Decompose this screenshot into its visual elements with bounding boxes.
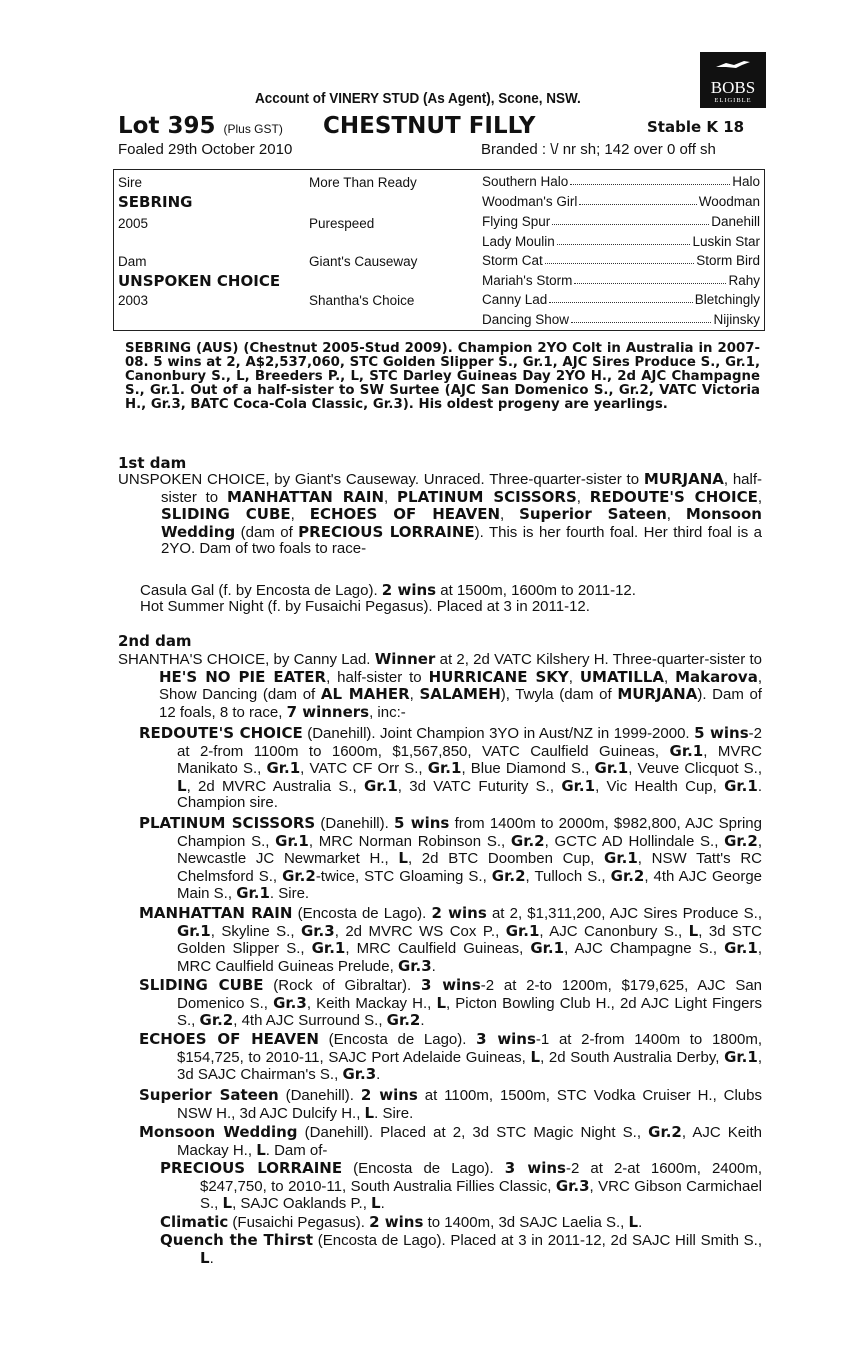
horse-description: CHESTNUT FILLY <box>323 113 536 139</box>
sire-label: Sire <box>118 175 143 190</box>
bird-icon <box>714 60 752 70</box>
sire-year: 2005 <box>118 216 149 231</box>
sire-dam: Purespeed <box>309 216 375 231</box>
vendor-account: Account of VINERY STUD (As Agent), Scone, NSW. <box>255 90 581 107</box>
logo-text: BOBS <box>710 78 756 97</box>
second-dam-paragraph: SHANTHA'S CHOICE, by Canny Lad. Winner at 2, 2d VATC Kilshery H. Three-quarter-sister to HE'S NO PIE EATER, half-sister to HURRICANE SKY, UMATILLA, Makarova, Show Dancing (dam of AL MAHER, SALAMEH), Twyla (dam of MURJANA). Dam of 12 foals, 8 to race, 7 winners, inc:- <box>118 650 762 721</box>
grandparent-row: Lady Moulin Luskin Star <box>482 234 760 249</box>
grand-progeny-entry: PRECIOUS LORRAINE (Encosta de Lago). 3 wins-2 at 2-at 1600m, 2400m, $247,750, to 2010-11, South Australia Fillies Classic, Gr.3, VRC Gibson Carmichael S., L, SAJC Oaklands P., L. <box>160 1159 762 1212</box>
grandparent-row: Flying Spur Danehill <box>482 214 760 229</box>
dam-year: 2003 <box>118 293 149 308</box>
dam-label: Dam <box>118 254 147 269</box>
dam-dam: Shantha's Choice <box>309 293 415 308</box>
lot-number: Lot 395 (Plus GST) <box>118 113 283 139</box>
grandparent-row: Southern Halo Halo <box>482 174 760 189</box>
sire-name: SEBRING <box>118 193 193 211</box>
second-dam-heading: 2nd dam <box>118 632 192 650</box>
sire-sire: More Than Ready <box>309 175 417 190</box>
bobs-eligible-logo <box>700 52 766 108</box>
first-dam-heading: 1st dam <box>118 454 187 472</box>
progeny-entry: Hot Summer Night (f. by Fusaichi Pegasus). Placed at 3 in 2011-12. <box>140 598 590 615</box>
sire-summary: SEBRING (AUS) (Chestnut 2005-Stud 2009). Champion 2YO Colt in Australia in 2007-08. 5 wins at 2, A$2,537,060, STC Golden Slipper S., Gr.1, AJC Sires Produce S., Gr.1, Canonbury S., L, Breeders P., L, STC Darley Guineas Day 2YO H., 2d AJC Champagne S., Gr.1. Out of a half-sister to SW Surtee (AJC San Domenico S., Gr.2, VATC Victoria H., Gr.3, BATC Coca-Cola Classic, Gr.3). His oldest progeny are yearlings. <box>125 341 760 412</box>
first-dam-paragraph: UNSPOKEN CHOICE, by Giant's Causeway. Unraced. Three-quarter-sister to MURJANA, half-sister to MANHATTAN RAIN, PLATINUM SCISSORS, REDOUTE'S CHOICE, SLIDING CUBE, ECHOES OF HEAVEN, Superior Sateen, Monsoon Wedding (dam of PRECIOUS LORRAINE). This is her fourth foal. Her third foal is a 2YO. Dam of two foals to race- <box>118 470 763 557</box>
brand-marks: Branded : \/ nr sh; 142 over 0 off sh <box>481 141 716 158</box>
grand-progeny-entry: Climatic (Fusaichi Pegasus). 2 wins to 1400m, 3d SAJC Laelia S., L. <box>160 1213 643 1231</box>
progeny-entry: Monsoon Wedding (Danehill). Placed at 2, 3d STC Magic Night S., Gr.2, AJC Keith Mackay H., L. Dam of- <box>139 1123 762 1159</box>
progeny-entry: SLIDING CUBE (Rock of Gibraltar). 3 wins-2 at 2-to 1200m, $179,625, AJC San Domenico S., Gr.3, Keith Mackay H., L, Picton Bowling Club H., 2d AJC Light Fingers S., Gr.2, 4th AJC Surround S., Gr.2. <box>139 976 763 1029</box>
dam-sire: Giant's Causeway <box>309 254 418 269</box>
grand-progeny-entry: Quench the Thirst (Encosta de Lago). Placed at 3 in 2011-12, 2d SAJC Hill Smith S., L. <box>160 1231 763 1267</box>
stable-location: Stable K 18 <box>647 118 745 136</box>
progeny-entry: REDOUTE'S CHOICE (Danehill). Joint Champion 3YO in Aust/NZ in 1999-2000. 5 wins-2 at 2-from 1100m to 1600m, $1,567,850, VATC Caulfield Guineas, Gr.1, MVRC Manikato S., Gr.1, VATC CF Orr S., Gr.1, Blue Diamond S., Gr.1, Veuve Clicquot S., L, 2d MVRC Australia S., Gr.1, 3d VATC Futurity S., Gr.1, Vic Health Cup, Gr.1. Champion sire. <box>139 724 763 811</box>
dam-name: UNSPOKEN CHOICE <box>118 272 281 290</box>
grandparent-row: Storm Cat Storm Bird <box>482 253 760 268</box>
progeny-entry: PLATINUM SCISSORS (Danehill). 5 wins from 1400m to 2000m, $982,800, AJC Spring Champion S., Gr.1, MRC Norman Robinson S., Gr.2, GCTC AD Hollindale S., Gr.2, Newcastle JC Newmarket H., L, 2d BTC Doomben Cup, Gr.1, NSW Tatt's RC Chelmsford S., Gr.2-twice, STC Gloaming S., Gr.2, Tulloch S., Gr.2, 4th AJC George Main S., Gr.1. Sire. <box>139 814 762 902</box>
progeny-entry: MANHATTAN RAIN (Encosta de Lago). 2 wins at 2, $1,311,200, AJC Sires Produce S., Gr.1, Skyline S., Gr.3, 2d MVRC WS Cox P., Gr.1, AJC Canonbury S., L, 3d STC Golden Slipper S., Gr.1, MRC Caulfield Guineas, Gr.1, AJC Champagne S., Gr.1, MRC Caulfield Guineas Prelude, Gr.3. <box>139 904 763 975</box>
logo-subtext: ELIGIBLE <box>714 97 752 104</box>
grandparent-row: Dancing Show Nijinsky <box>482 312 760 327</box>
grandparent-row: Mariah's Storm Rahy <box>482 273 760 288</box>
grandparent-row: Canny Lad Bletchingly <box>482 292 760 307</box>
progeny-entry: ECHOES OF HEAVEN (Encosta de Lago). 3 wins-1 at 2-from 1400m to 1800m, $154,725, to 2010-11, SAJC Port Adelaide Guineas, L, 2d South Australia Derby, Gr.1, 3d SAJC Chairman's S., Gr.3. <box>139 1030 762 1083</box>
progeny-entry: Casula Gal (f. by Encosta de Lago). 2 wins at 1500m, 1600m to 2011-12. <box>140 581 636 599</box>
foaling-date: Foaled 29th October 2010 <box>118 141 293 158</box>
progeny-entry: Superior Sateen (Danehill). 2 wins at 1100m, 1500m, STC Vodka Cruiser H., Clubs NSW H., 3d AJC Dulcify H., L. Sire. <box>139 1086 762 1122</box>
grandparent-row: Woodman's Girl Woodman <box>482 194 760 209</box>
